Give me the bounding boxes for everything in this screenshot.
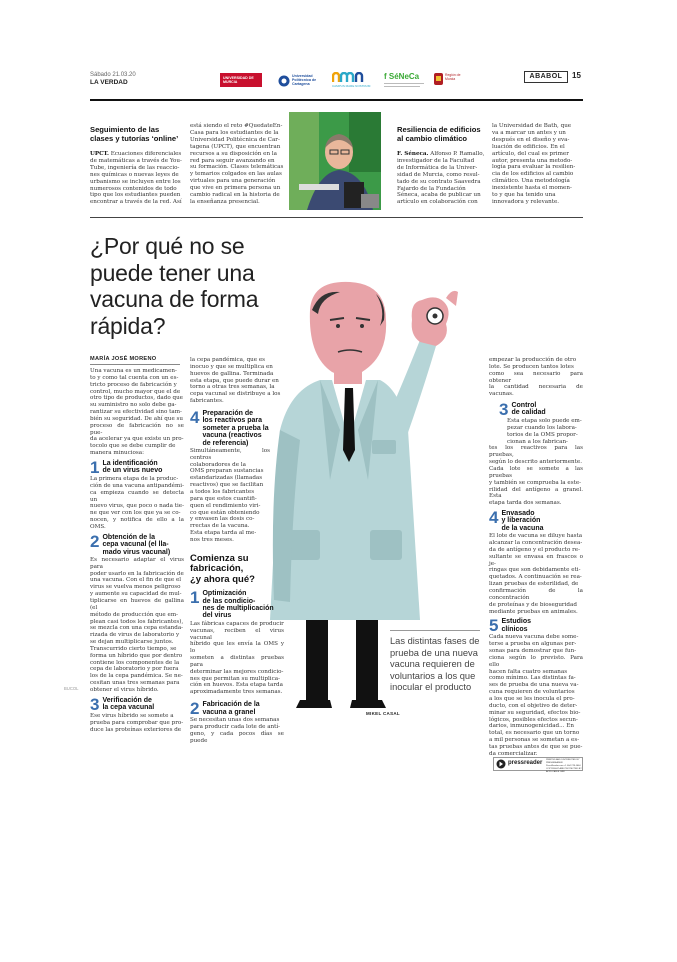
side-mark: BUCOL [64,686,79,691]
illustration-credit: MIKEL CASAL [366,711,400,716]
cmn-mark-icon [332,72,378,83]
seneca-logo: f SéNeCa [384,72,430,90]
step1-body: La primera etapa de la produc- ción de una vacuna antipandémi- ca empieza cuando se detecta un nuevo virus, que poco o nada tie- ne que ver con los que ya se co- nocen, y notifica de ello a la OMS. [90,475,184,530]
fab4-heading: 4 Envasado y liberación de la vacuna [489,508,544,532]
fab3-body: Esta etapa solo puede em- pezar cuando los labora- torios de la OMS propor- cionan a los fabrican- tes los reactivos para las pruebas, según lo descrito anteriormente. Cada lote se somete a las pruebas y también se comprueba la este- rilidad del antígeno a granel. Esta etapa tarda dos semanas. [489,418,583,507]
article-col2 [190,357,284,745]
pull-quote-rule [390,630,480,631]
fab3-heading: 3 Control de calidad [499,400,546,420]
region-murcia-logo: Región de Murcia [434,73,470,91]
step4-heading: 4 Preparación de los reactivos para someter a prueba la vacuna (reactivos de referencia) [190,407,269,447]
briefs-rule [90,217,583,218]
brief-left-col2: está siendo el reto #QuedateEn- Casa para los estudiantes de la Universidad Politécnica de Car- tagena (UPCT), que encuentran recursos a su disposición en la red para seguir avanzando en su formación. Clases telemáticas y temarios colgados en las aulas virtuales para una generación que vive en primera persona un cambio radical en la historia de la enseñanza presencial. [190,123,284,205]
step2-heading: 2 Obtención de la cepa vacunal (el lla- mado virus vacunal) [90,531,171,556]
step3-heading: 3 Verificación de la cepa vacunal [90,694,155,714]
researcher-photo [289,112,381,210]
section2-title: Comienza su fabricación, ¿y ahora qué? [190,552,255,585]
fab1-heading: 1 Optimización de las condicio- nes de multiplicación del virus [190,588,274,620]
brief-right-col1: F. Séneca. Alfonso P. Ramallo, investigador de la Facultad de Informática de la Univer- sidad de Murcia, como resul- tado de su contrato Saavedra Fajardo de la Fundación Séneca, acaba de publicar un artículo en colaboración con [397,151,485,206]
fab2-body: Se necesitan unas dos semanas para producir cada lote de antí- geno, y cada pocos días se puede [190,717,284,744]
brief-left-col1: UPCT. Ecuaciones diferenciales de matemáticas a través de You- Tube, ingeniería de las reaccio- nes químicas o nuevas leyes de urbanismo se incluyen entre los numerosos contenidos de todo tipo que los estudiantes pueden encontrar a través de la red. Así [90,151,182,206]
header-rule [90,99,583,101]
step1-heading: 1 La identificación de un virus nuevo [90,457,163,477]
fab5-heading: 5 Estudios clínicos [489,616,532,636]
fab5-body: Cada nueva vacuna debe some- terse a prueba en algunas per- sonas para demostrar que fun- ciona según lo previsto. Para ello hacen falta cuatro semanas como mínimo. Las distintas fa- ses de prueba de una nueva va- cuna requieren de voluntarios a los que se les inocula el pro- ducto, con el objetivo de deter- minar su seguridad, efectos bio- lógicos, posibles efectos secun- darios, inmunogenicidad... En total, es necesario que un torno a mil personas se sometan a es- tas pruebas antes de que se pue- da comercializar. [489,634,583,757]
brief-right-col2: la Universidad de Bath, que va a marcar un antes y un después en el diseño y eva- luación de edificios. En el artículo, del cual es primer autor, presenta una metodo- logía para evaluar la resilien- cia de los edificios al cambio climático. Una metodología inexistente hasta el momen- to y que ha tenido una innovadora y relevante. [492,123,576,205]
headline: ¿Por qué no se puede tener una vacuna de forma rápida? [90,233,259,339]
brief-left-title: Seguimiento de las clases y tutorías ‘online’ [90,125,179,143]
col2-continued: la cepa pandémica, que es inocuo y que se multiplica en huevos de gallina. Terminada esta etapa, que puede durar en torno a otras tres semanas, la cepa vacunal se distribuye a los fabricantes. [190,357,281,405]
region-crest-icon [434,73,443,85]
fab1-body: Las fábricas capaces de producir vacunas, reciben el virus vacunal híbrido que les envía la OMS y lo someten a distintas pruebas para determinar las mejores condicio- nes que permitan su multiplica- ción en huevos. Esta etapa tarda aproximadamente tres semanas. [190,620,284,696]
fab4-body: El lote de vacuna se diluye hasta alcanzar la concentración desea- da de antígeno y el producto re- sultante se envasa en frascos o je- ringas que son debidamente eti- quetados. A continuación se rea- lizan pruebas de esterilidad, de confirmación de la concentración de proteínas y de bioseguridad mediante pruebas en animales. [489,533,583,615]
brief-right-title: Resiliencia de edificios al cambio climático [397,125,481,143]
section-label: ABABOL [524,71,568,83]
article-col4 [489,357,583,758]
step2-body: Es necesario adaptar el virus para poder usarlo en la fabricación de una vacuna. Con el fin de que el virus se vuelva menos peligroso y aumente su capacidad de mul- tiplicarse en huevos de gallina (el método de producción que em- plean casi todos los fabricantes), se mezcla con una cepa estanda- rizada de virus de laboratorio y se dejan multiplicarse juntos. Transcurrido cierto tiempo, se forma un híbrido que por dentro contiene los componentes de la cepa de laboratorio y por fuera los de la cepa pandémica. Se ne- cesitan unas tres semanas para obtener el virus híbrido. [90,556,184,693]
step4-body: Simultáneamente, los centros colaboradores de la OMS preparan sustancias estandarizadas (llamadas reactivos) que se facilitan a todos los fabricantes para que estos cuantifi- quen el rendimiento viri- co que están obteniendo y envasen las dosis co- rrectas de la vacuna. Esta etapa tarda al me- nos tres meses. [190,447,270,543]
edition-date: Sábado 21.03.20 [90,72,136,78]
sponsor-logos [220,70,470,92]
page-number: 15 [572,71,581,80]
fab2-heading: 2 Fabricación de la vacuna a granel [190,699,260,719]
universidad-de-murcia-logo: UNIVERSIDAD DE MURCIA [220,73,262,87]
byline: MARÍA JOSÉ MORENO [90,356,180,365]
newspaper-name: LA VERDAD [90,79,128,86]
col4-continued: empezar la producción de otro lote. Se producen tantos lotes como sea necesario para obtener la cantidad necesaria de vacunas. [489,357,583,398]
pressreader-logo-icon [496,759,506,769]
upct-emblem-icon [278,75,290,87]
pull-quote: Las distintas fases de prueba de una nueva vacuna requieren de voluntarios a los que inocular el producto [390,636,480,692]
researcher-photo-image [289,112,381,210]
cmn-logo: CAMPUS MARE NOSTRUM [332,72,380,90]
pressreader-stamp: pressreader PRINTED AND DISTRIBUTED BY PRESSREADER PressReader.com +1 604 278 4604 COPYRIGHT AND PROTECTED BY APPLICABLE LAW [493,757,583,771]
intro-paragraph: Una vacuna es un medicamen- to y como tal cuenta con un es- tricto proceso de fabricación y control, mucho mayor que el de otro tipo de productos, dado que su suministro no solo debe ga- rantizar su efectividad sino tam- bién su seguridad. De ahí que su proceso de fabricación no se pue- da acelerar ya que existe un pro- tocolo que se debe cumplir de manera minuciosa: [90,368,184,457]
article-col1 [90,368,184,733]
upct-logo: Universidad Politécnica de Cartagena [278,72,326,90]
step3-body: Ese virus híbrido se somete a prueba para comprobar que pro- duce las proteínas exteriores de [90,712,184,733]
